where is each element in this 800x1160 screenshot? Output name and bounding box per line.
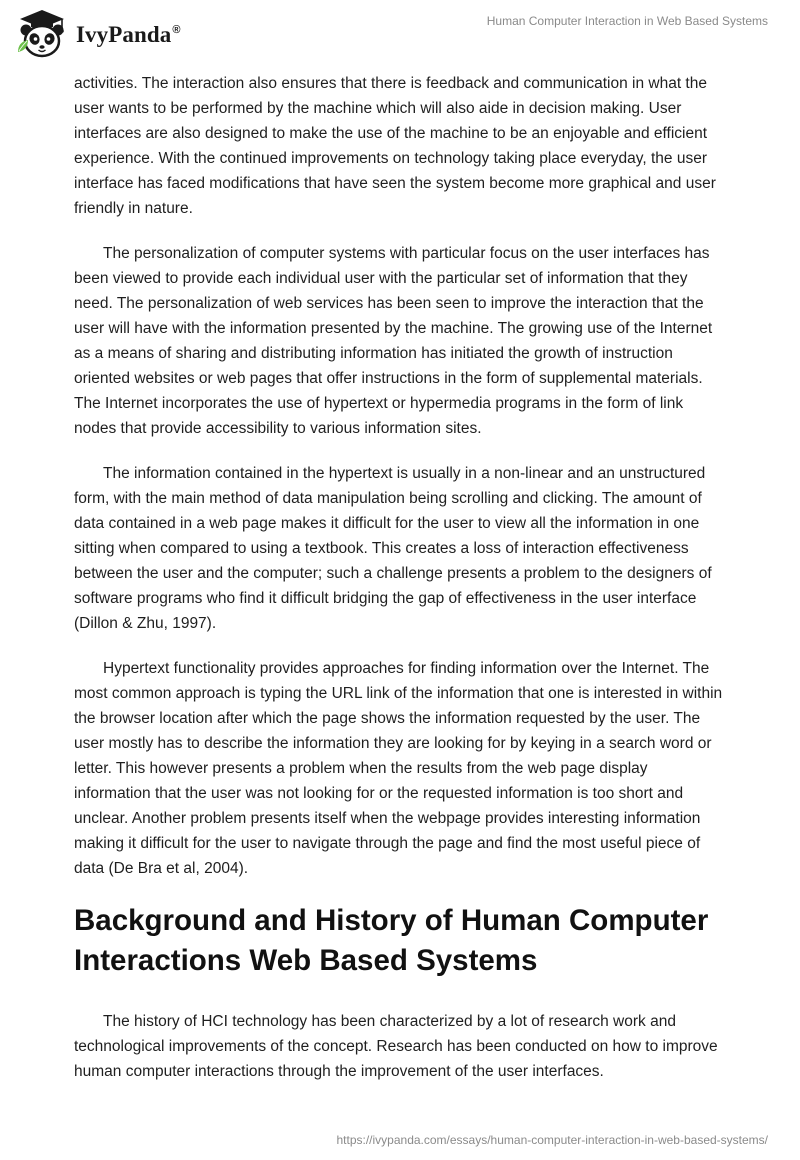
source-url[interactable]: https://ivypanda.com/essays/human-computer-interaction-in-web-based-systems/: [336, 1133, 768, 1147]
page-header: [0, 0, 800, 64]
logo-text: IvyPanda®: [76, 22, 181, 47]
registered-mark: ®: [172, 24, 181, 37]
essay-content: [74, 71, 728, 1104]
paragraph-4: Hypertext functionality provides approaches for finding information over the Internet. The most common approach is typing the URL link of the information that one is interested in within the browser location after which the page shows the information requested by the user. The user mostly has to describe the information they are looking for by keying in a search word or letter. This however presents a problem when the results from the web page display information that the user was not looking for or the requested information is too short and unclear. Another problem presents itself when the webpage provides interesting information making it difficult for the user to navigate through the page and find the most useful piece of data (De Bra et al, 2004).: [74, 660, 723, 877]
paragraph-3: The information contained in the hypertext is usually in a non-linear and an unstructured form, with the main method of data manipulation being scrolling and clicking. The amount of data contained in a web page makes it difficult for the user to view all the information in one sitting when compared to using a textbook. This creates a loss of interaction effectiveness between the user and the computer; such a challenge presents a problem to the designers of software programs who find it difficult bridging the gap of effectiveness in the user interface (Dillon & Zhu, 1997).: [74, 465, 712, 632]
paragraph-2: The personalization of computer systems with particular focus on the user interfaces has been viewed to provide each individual user with the particular set of information that they need. The personalization of web services has been seen to improve the interaction that the user will have with the information presented by the machine. The growing use of the Internet as a means of sharing and distributing information has initiated the growth of instruction oriented websites or web pages that offer instructions in the form of supplemental materials. The Internet incorporates the use of hypertext or hypermedia programs in the form of link nodes that provide accessibility to various information sites.: [74, 245, 713, 437]
paragraph-1: activities. The interaction also ensures that there is feedback and communication in what the user wants to be performed by the machine which will also aide in decision making. User interfaces are also designed to make the use of the machine to be an enjoyable and efficient experience. With the continued improvements on technology taking place everyday, the user interface has faced modifications that have seen the system become more graphical and user friendly in nature.: [74, 75, 716, 217]
paragraph-5: The history of HCI technology has been characterized by a lot of research work and technological improvements of the concept. Research has been conducted on how to improve human computer interactions through the improvement of the user interfaces.: [74, 1013, 718, 1080]
section-heading: Background and History of Human Computer Interactions Web Based Systems: [74, 904, 709, 977]
document-title: Human Computer Interaction in Web Based Systems: [486, 14, 768, 28]
panda-graduate-icon: [14, 8, 70, 60]
ivypanda-logo[interactable]: [14, 8, 181, 60]
